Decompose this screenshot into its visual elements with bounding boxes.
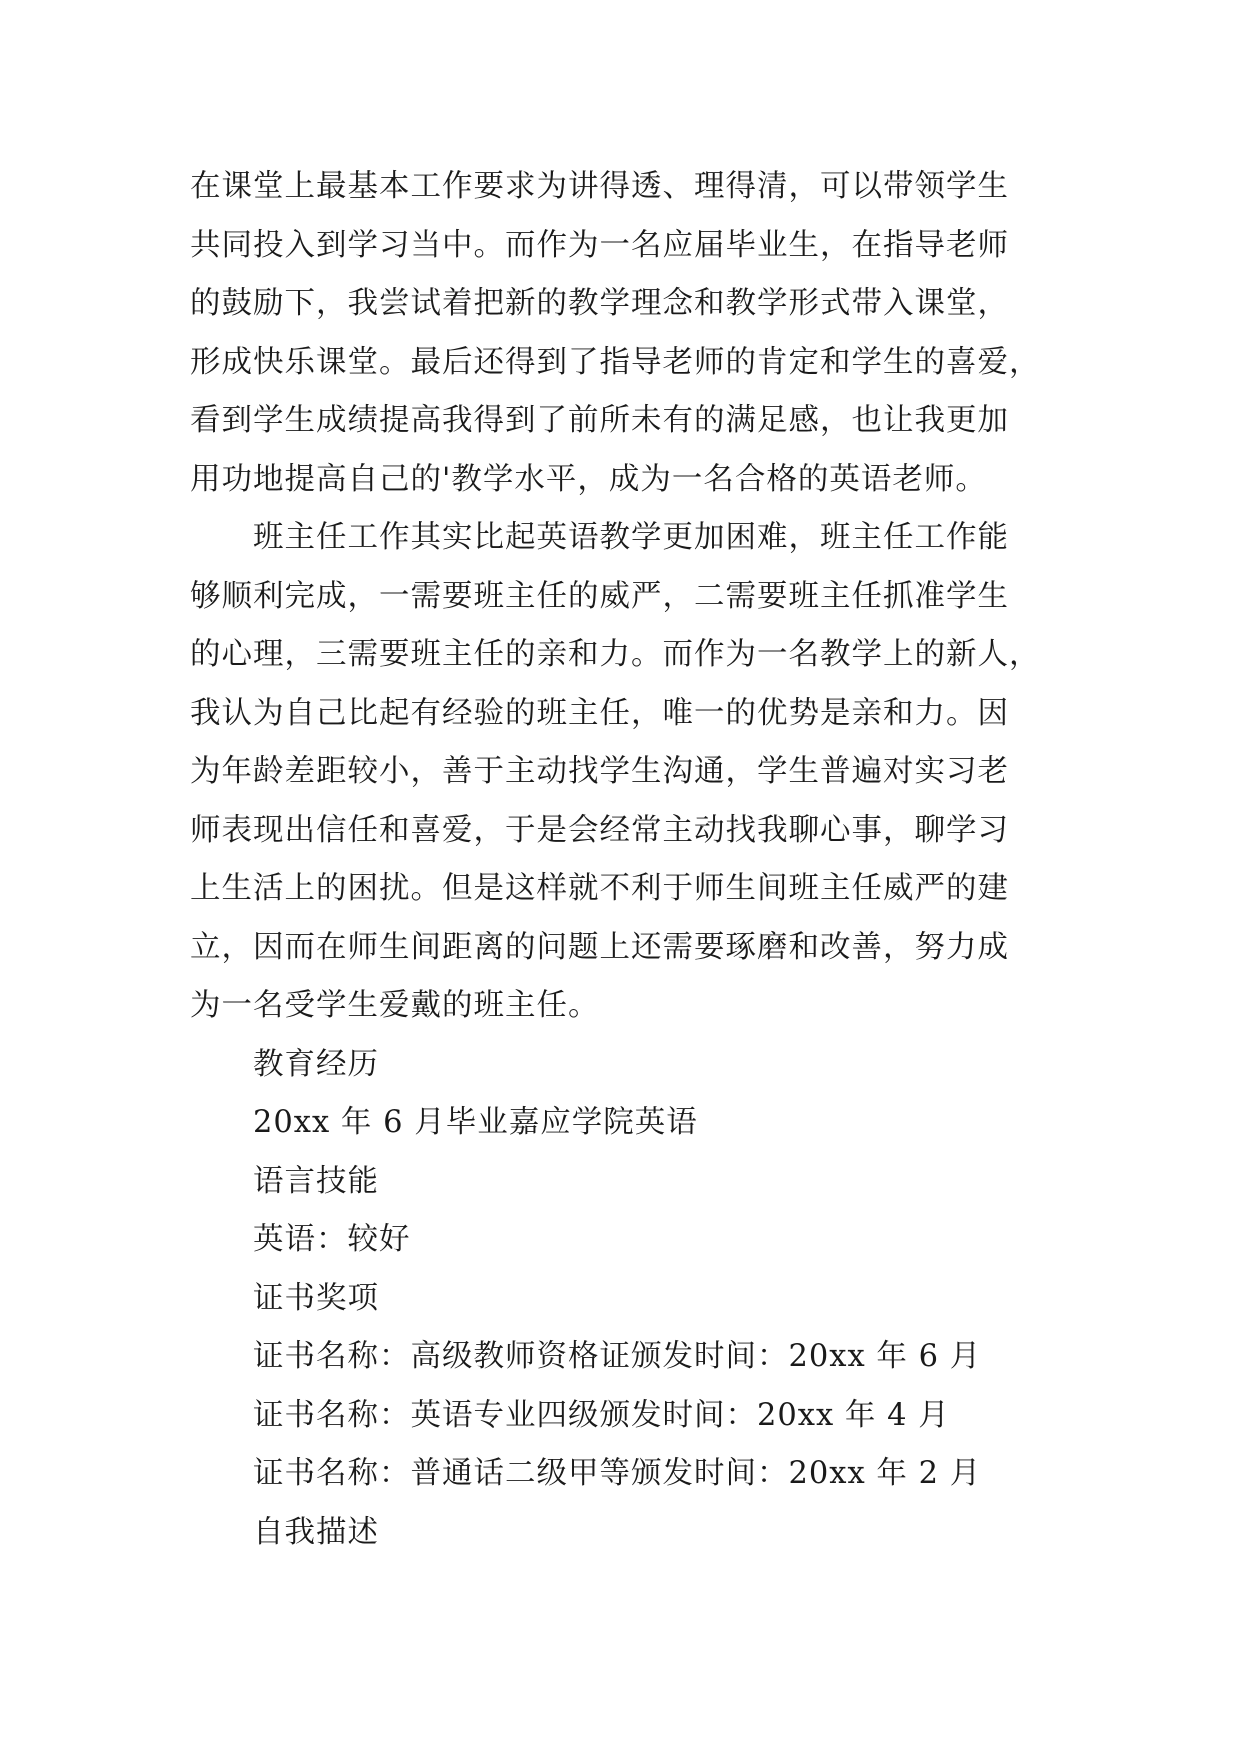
language-heading: 语言技能 [253, 1163, 379, 1199]
paragraph-teaching [190, 158, 1070, 509]
language-detail: 英语：较好 [253, 1222, 411, 1257]
certificate-item: 证书名称：英语专业四级颁发时间：20xx 年 4 月 [253, 1397, 950, 1433]
text-line: 用功地提高自己的'教学水平，成为一名合格的英语老师。 [190, 461, 987, 497]
text-line: 形成快乐课堂。最后还得到了指导老师的肯定和学生的喜爱， [190, 344, 1041, 380]
self-description-heading: 自我描述 [253, 1514, 379, 1550]
document-body [190, 158, 1070, 1562]
certificate-item: 证书名称：普通话二级甲等颁发时间：20xx 年 2 月 [253, 1456, 982, 1491]
paragraph-class-teacher [190, 509, 1070, 1036]
text-line: 为一名受学生爱戴的班主任。 [190, 988, 600, 1023]
text-line: 我认为自己比起有经验的班主任，唯一的优势是亲和力。因 [190, 695, 1009, 731]
text-line: 上生活上的困扰。但是这样就不利于师生间班主任威严的建 [190, 871, 1009, 906]
text-line: 够顺利完成，一需要班主任的威严，二需要班主任抓准学生 [190, 578, 1009, 614]
certificate-item: 证书名称：高级教师资格证颁发时间：20xx 年 6 月 [253, 1339, 982, 1374]
text-line: 为年龄差距较小，善于主动找学生沟通，学生普遍对实习老 [190, 754, 1009, 789]
text-line: 在课堂上最基本工作要求为讲得透、理得清，可以带领学生 [190, 169, 1009, 204]
education-heading: 教育经历 [253, 1046, 379, 1082]
resume-sections [190, 1036, 1070, 1563]
text-line: 班主任工作其实比起英语教学更加困难，班主任工作能 [253, 520, 1009, 555]
text-line: 共同投入到学习当中。而作为一名应届毕业生，在指导老师 [190, 227, 1009, 263]
certificates-heading: 证书奖项 [253, 1280, 379, 1316]
text-line: 师表现出信任和喜爱，于是会经常主动找我聊心事，聊学习 [190, 812, 1009, 848]
education-detail: 20xx 年 6 月毕业嘉应学院英语 [253, 1105, 698, 1140]
text-line: 立，因而在师生间距离的问题上还需要琢磨和改善，努力成 [190, 929, 1009, 965]
text-line: 看到学生成绩提高我得到了前所未有的满足感，也让我更加 [190, 403, 1009, 438]
text-line: 的心理，三需要班主任的亲和力。而作为一名教学上的新人， [190, 637, 1041, 672]
text-line: 的鼓励下，我尝试着把新的教学理念和教学形式带入课堂， [190, 286, 1009, 321]
